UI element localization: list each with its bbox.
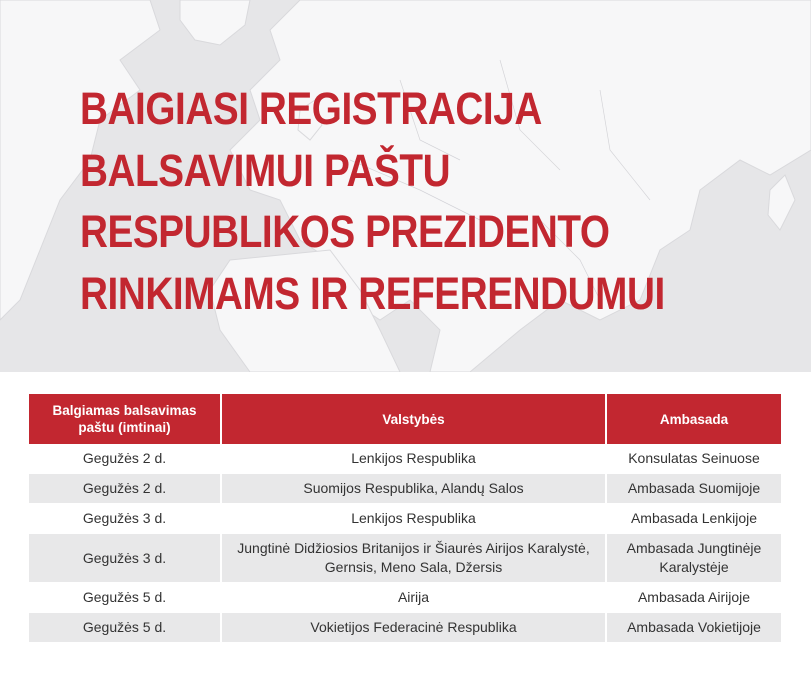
title-line: BAIGIASI REGISTRACIJA <box>80 83 542 134</box>
registration-deadlines-table <box>29 394 781 643</box>
cell-embassy: Konsulatas Seinuose <box>607 444 781 474</box>
table-row <box>29 504 781 534</box>
table-row <box>29 534 781 583</box>
cell-embassy: Ambasada Lenkijoje <box>607 504 781 534</box>
cell-embassy: Ambasada Suomijoje <box>607 474 781 504</box>
cell-date: Gegužės 5 d. <box>29 583 222 613</box>
cell-state: Suomijos Respublika, Alandų Salos <box>222 474 607 504</box>
cell-state: Airija <box>222 583 607 613</box>
cell-state: Jungtinė Didžiosios Britanijos ir Šiaurės Airijos Karalystė, Gernsis, Meno Sala, Džersis <box>222 534 607 583</box>
table-header-row <box>29 394 781 444</box>
table-row <box>29 583 781 613</box>
title-line: BALSAVIMUI PAŠTU <box>80 144 451 196</box>
cell-embassy: Ambasada Airijoje <box>607 583 781 613</box>
page-title <box>80 78 665 324</box>
title-line: RESPUBLIKOS PREZIDENTO <box>80 206 610 257</box>
cell-embassy: Ambasada Vokietijoje <box>607 613 781 643</box>
column-header-deadline: Balgiamas balsavimas paštu (imtinai) <box>29 394 222 444</box>
cell-date: Gegužės 2 d. <box>29 444 222 474</box>
table-row <box>29 474 781 504</box>
map-landmass-greenland <box>180 0 250 45</box>
cell-date: Gegužės 3 d. <box>29 504 222 534</box>
table-row <box>29 613 781 643</box>
title-line: RINKIMAMS IR REFERENDUMUI <box>80 267 665 319</box>
cell-date: Gegužės 2 d. <box>29 474 222 504</box>
cell-date: Gegužės 3 d. <box>29 534 222 583</box>
column-header-states: Valstybės <box>222 394 607 444</box>
cell-date: Gegužės 5 d. <box>29 613 222 643</box>
cell-embassy: Ambasada Jungtinėje Karalystėje <box>607 534 781 583</box>
table-row <box>29 444 781 474</box>
cell-state: Vokietijos Federacinė Respublika <box>222 613 607 643</box>
cell-state: Lenkijos Respublika <box>222 444 607 474</box>
cell-state: Lenkijos Respublika <box>222 504 607 534</box>
map-landmass-japan <box>768 175 795 230</box>
column-header-embassy: Ambasada <box>607 394 781 444</box>
